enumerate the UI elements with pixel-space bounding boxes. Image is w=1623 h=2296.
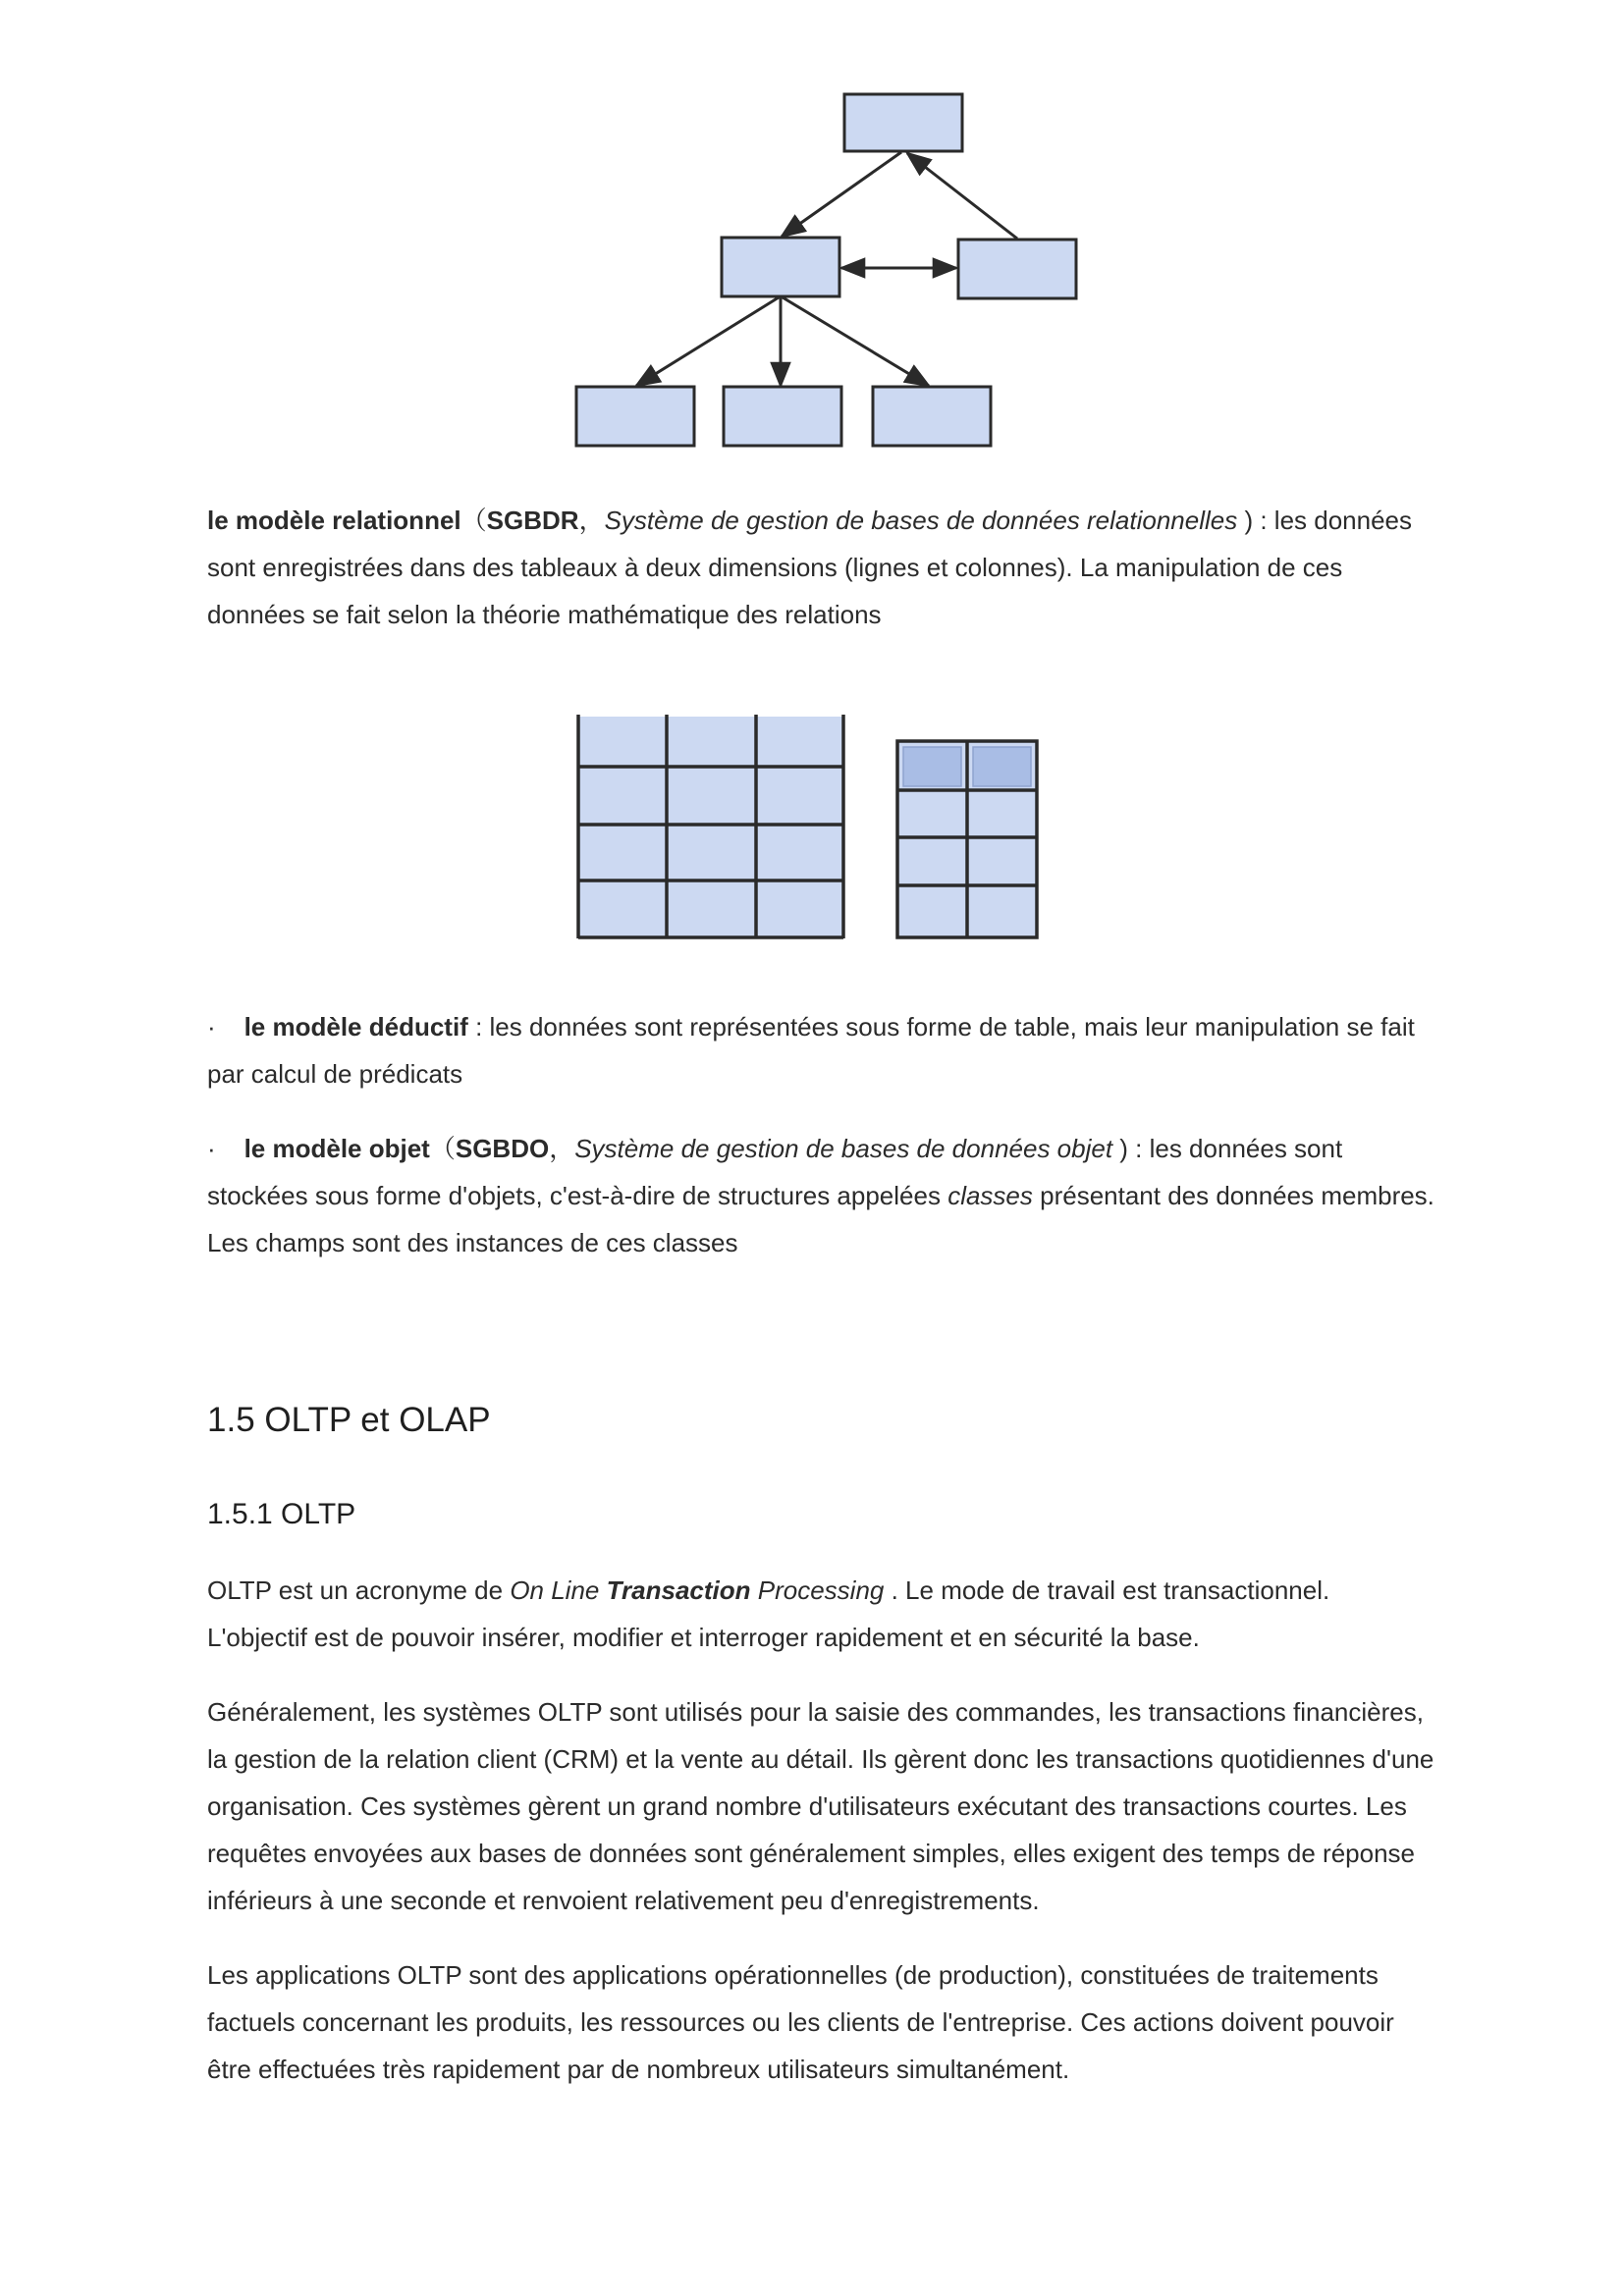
network-model-diagram [565,86,1085,459]
paragraph-oltp-applications: Les applications OLTP sont des applications opérationnelles (de production), constituées de traitements factuels concernant les produits, les ressources ou les clients de l'entreprise. Ces actions doivent pouvoir être effectuées très rapidement par de nombreux utilisateurs simultanément. [207,1960,1394,2084]
sgbdo-expansion: Système de gestion de bases de données objet [574,1134,1113,1163]
acronym-sgbdo: SGBDO [455,1134,550,1163]
diagram-edge-top-to-left [782,152,901,237]
paragraph-oltp-definition: OLTP est un acronyme de On Line Transaction Processing . Le mode de travail est transactionnel. L'objectif est de pouvoir insérer, modifier et interroger rapidement et en sécurité la base. [207,1575,1330,1652]
diagram-node-middle-left [722,238,839,296]
paragraph-relational-model: le modèle relationnel（SGBDR，Système de gestion de bases de données relationnelles ) : les données sont enregistrées dans des tableaux à deux dimensions (lignes et colonnes). La manipulation de ces données se fait selon la théorie mathématique des relations [207,506,1413,629]
paragraph-deductive-model: · le modèle déductif : les données sont représentées sous forme de table, mais leur manipulation se fait par calcul de prédicats [207,1012,1415,1089]
small-table-figure [897,741,1037,937]
term-deductive-model: le modèle déductif [243,1012,468,1041]
diagram-edge-left-to-bottom-1 [636,297,779,386]
classes-term: classes [947,1181,1033,1210]
diagram-node-middle-right [958,240,1076,298]
subsection-heading-oltp: 1.5.1 OLTP [207,1498,356,1530]
diagram-node-bottom-1 [576,387,694,446]
term-object-model: le modèle objet [243,1134,430,1163]
paragraph-oltp-general: Généralement, les systèmes OLTP sont utilisés pour la saisie des commandes, les transactions financières, la gestion de la relation client (CRM) et la vente au détail. Ils gèrent donc les transactions quotidiennes d'une organisation. Ces systèmes gèrent un grand nombre d'utilisateurs exécutant des transactions courtes. Les requêtes envoyées aux bases de données sont généralement simples, elles exigent des temps de réponse inférieurs à une seconde et renvoient relativement peu d'enregistrements. [207,1697,1434,1915]
acronym-sgbdr: SGBDR [486,506,579,535]
paragraph-object-model: · le modèle objet（SGBDO，Système de gestion de bases de données objet ) : les données sont stockées sous forme d'objets, c'est-à-dire de structures appelées classes présentant des données membres. Les champs sont des instances de ces classes [207,1134,1434,1257]
diagram-node-bottom-2 [724,387,841,446]
relational-tables-diagram [569,712,1051,947]
term-relational-model: le modèle relationnel [207,506,461,535]
diagram-node-bottom-3 [873,387,991,446]
diagram-edge-right-to-top [907,153,1017,239]
sgbdr-expansion: Système de gestion de bases de données relationnelles [604,506,1238,535]
bullet: · [207,1134,216,1163]
diagram-node-top [844,94,962,151]
bullet: · [207,1012,216,1041]
diagram-edge-left-to-bottom-3 [783,297,929,386]
large-table-figure [577,715,844,938]
section-heading-oltp-olap: 1.5 OLTP et OLAP [207,1401,491,1439]
